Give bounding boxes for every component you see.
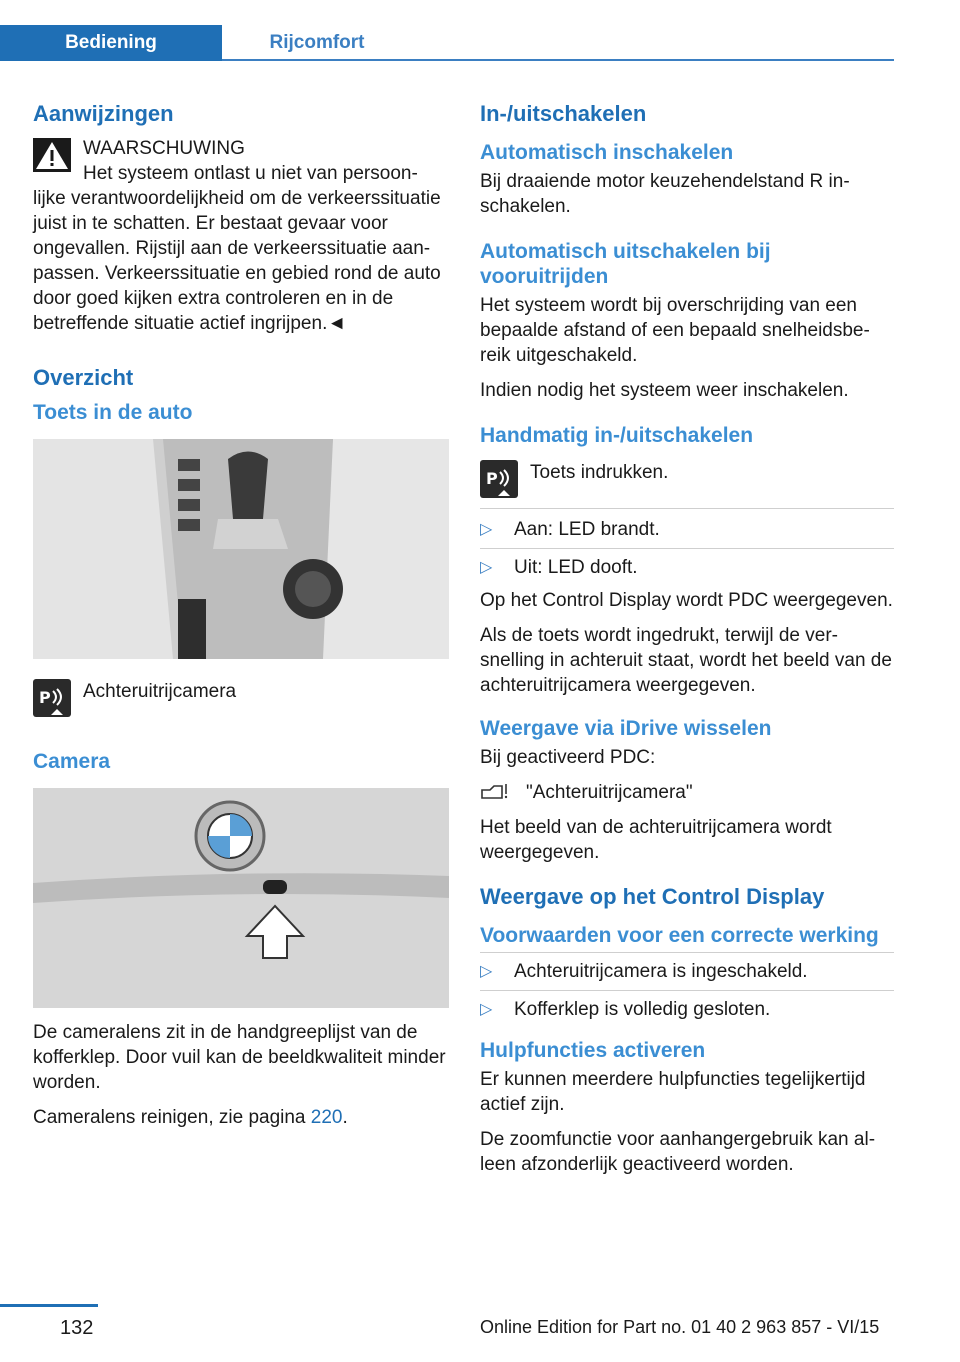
list-item (480, 555, 894, 580)
press-line (480, 460, 894, 498)
camera-photo (33, 788, 449, 1008)
tab-rijcomfort[interactable]: Rijcomfort (222, 25, 412, 61)
header-divider (222, 59, 894, 61)
heading-camera: Camera (33, 750, 111, 773)
divider (480, 952, 894, 953)
heading-aanwijzingen: Aanwijzingen (33, 101, 174, 126)
console-illustration (33, 439, 449, 659)
list-item-text: Aan: LED brandt. (514, 519, 660, 540)
zoom-text: De zoomfunctie voor aanhangergebruik kan alleen afzonderlijk geactiveerd worden. (480, 1129, 876, 1175)
clean-paragraph (33, 1105, 449, 1130)
list-item-text: Uit: LED dooft. (514, 557, 638, 578)
footer-rule (0, 1304, 98, 1307)
pdc-icon-label: Achteruitrijcamera (83, 681, 237, 702)
heading-handmatig: Handmatig in-/uitschakelen (480, 424, 754, 447)
pdc-camera-button-icon (33, 679, 71, 717)
right-column (480, 100, 894, 1177)
svg-text:P: P (486, 469, 498, 488)
footer-edition: Online Edition for Part no. 01 40 2 963 857 - VI/15 (480, 1317, 880, 1337)
heading-auto-in: Automatisch inschakelen (480, 141, 734, 164)
left-column (33, 100, 449, 1130)
rear-camera-car-icon (33, 788, 449, 1008)
pdc-button-icon (480, 460, 518, 498)
divider (480, 508, 894, 509)
triangle-bullet-icon: ▷ (480, 963, 493, 980)
list-item (480, 959, 894, 984)
list-item (480, 997, 894, 1022)
idrive-item-line (480, 780, 894, 805)
heading-inuit: In-/uitschakelen (480, 101, 647, 126)
auto-uit-text: Het systeem wordt bij overschrijding van een bepaalde afstand of een bepaald snelheidsbereik uitgeschakeld. (480, 295, 870, 366)
auto-uit-text2: Indien nodig het systeem weer inschakelen. (480, 380, 849, 401)
display-text: Op het Control Display wordt PDC weergegeven. (480, 590, 893, 611)
triangle-bullet-icon: ▷ (480, 559, 493, 576)
header-tabs (0, 25, 412, 61)
heading-overzicht: Overzicht (33, 365, 134, 390)
heading-auto-uit: Automatisch uitschakelen bij vooruitrijden (480, 240, 771, 288)
warning-body: lijke verantwoordelijkheid om de verkeerssituatie juist in te schatten. Er bestaat gevaar voor ongevallen. Rijstijl aan de verkeerssituatie aanpassen. Verkeerssituatie en gebied rond de auto door goed kijken extra controleren en in de betreffende situatie actief ingrijpen.◄ (33, 188, 441, 334)
auto-in-text: Bij draaiende motor keuzehendelstand R inschakelen. (480, 171, 850, 217)
page-number: 132 (60, 1317, 94, 1339)
page-link[interactable]: 220 (310, 1107, 343, 1128)
clean-end: . (342, 1107, 348, 1128)
list-item (480, 517, 894, 542)
pdc-icon-line (33, 679, 449, 717)
tab-bediening[interactable]: Bediening (0, 25, 222, 61)
warning-lead: Het systeem ontlast u niet van persoon- (83, 163, 418, 184)
camera-text: De cameralens zit in de handgreeplijst van de kofferklep. Door vuil kan de beeldkwaliteit minder worden. (33, 1022, 446, 1093)
heading-hulp: Hulpfuncties activeren (480, 1039, 706, 1062)
heading-toets: Toets in de auto (33, 401, 193, 424)
press-text: Toets indrukken. (530, 462, 669, 483)
heading-voorwaarden: Voorwaarden voor een correcte werking (480, 924, 879, 947)
warning-title: WAARSCHUWING (83, 138, 245, 159)
idrive-result: Het beeld van de achteruitrijcamera wordt weergegeven. (480, 817, 832, 863)
heading-idrive: Weergave via iDrive wisselen (480, 717, 772, 740)
svg-text:P: P (39, 688, 51, 707)
triangle-bullet-icon: ▷ (480, 1001, 493, 1018)
idrive-item: "Achteruitrijcamera" (526, 782, 693, 803)
clean-text: Cameralens reinigen, zie pagina (33, 1107, 306, 1128)
warning-block (33, 136, 449, 336)
reverse-text: Als de toets wordt ingedrukt, terwijl de versnelling in achteruit staat, wordt het beeld van de achteruitrijcamera weergegeven. (480, 625, 892, 696)
heading-weergave: Weergave op het Control Display (480, 884, 825, 909)
triangle-bullet-icon: ▷ (480, 521, 493, 538)
warning-triangle-icon (33, 138, 71, 172)
hulp-text: Er kunnen meerdere hulpfuncties tegelijkertijd actief zijn. (480, 1069, 866, 1115)
list-item-text: Achteruitrijcamera is ingeschakeld. (514, 961, 808, 982)
camera-menu-icon (480, 780, 516, 804)
divider (480, 990, 894, 991)
console-photo (33, 439, 449, 659)
idrive-text: Bij geactiveerd PDC: (480, 747, 656, 768)
list-item-text: Kofferklep is volledig gesloten. (514, 999, 771, 1020)
divider (480, 548, 894, 549)
